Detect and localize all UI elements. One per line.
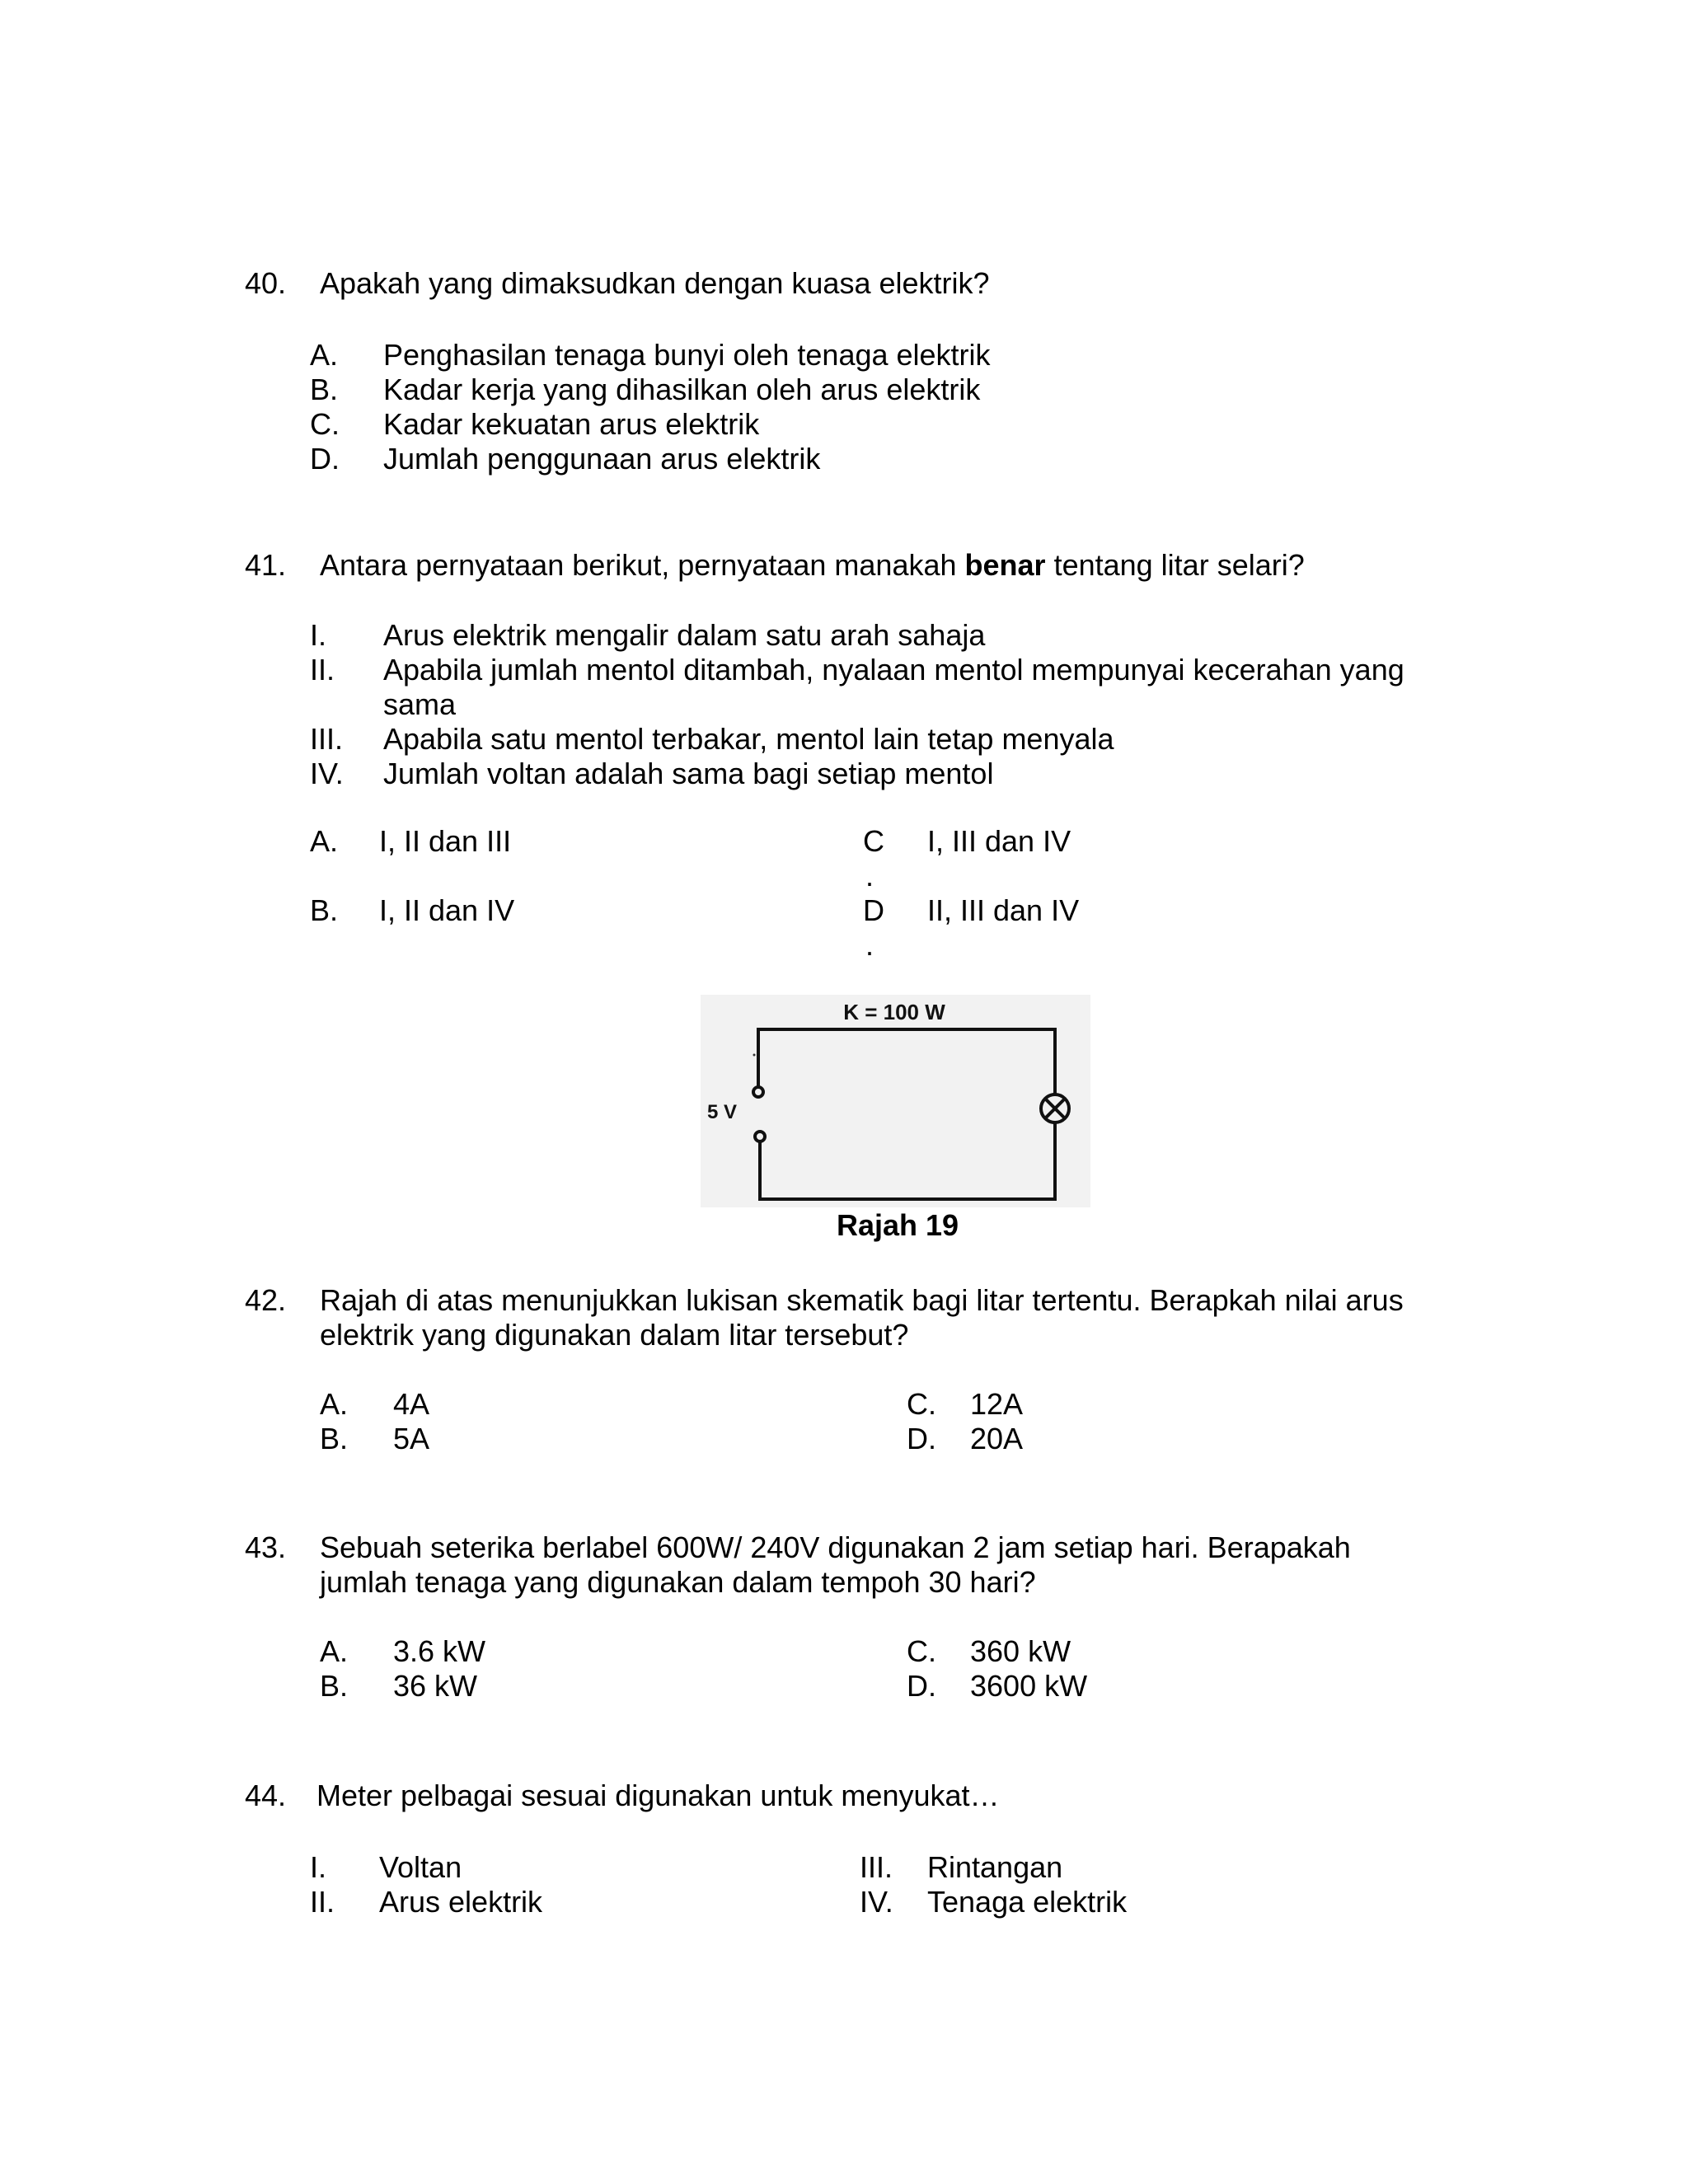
q40-question: Apakah yang dimaksudkan dengan kuasa elektrik?	[320, 266, 990, 300]
q41-statement-ii-text-cont: sama	[383, 687, 457, 721]
q43-number: 43.	[245, 1530, 287, 1564]
q43-option-a-text: 3.6 kW	[393, 1634, 486, 1668]
q44-statement-ii-text: Arus elektrik	[379, 1885, 543, 1919]
q41-statement-ii-roman: II.	[310, 653, 335, 687]
figure-caption: Rajah 19	[837, 1208, 959, 1242]
q42-option-a-text: 4A	[393, 1387, 430, 1421]
q42-option-c-letter: C.	[907, 1387, 936, 1421]
q43-option-d-text: 3600 kW	[970, 1669, 1088, 1703]
q44-number: 44.	[245, 1779, 287, 1812]
q41-statement-i-text: Arus elektrik mengalir dalam satu arah sahaja	[383, 618, 986, 652]
q44-statement-ii-roman: II.	[310, 1885, 335, 1919]
circuit-top-wire	[758, 1029, 1055, 1094]
q42-option-b-letter: B.	[320, 1422, 349, 1455]
q41-option-c-text: I, III dan IV	[927, 824, 1071, 858]
battery-terminal-bottom	[755, 1132, 765, 1141]
q43-option-b-letter: B.	[320, 1669, 349, 1703]
q41-statement-iii-text: Apabila satu mentol terbakar, mentol lain tetap menyala	[383, 722, 1114, 756]
voltage-label: 5 V	[707, 1101, 738, 1123]
q41-option-b-letter: B.	[310, 893, 339, 927]
battery-terminal-top	[753, 1087, 763, 1097]
q40-number: 40.	[245, 266, 287, 300]
q40-option-d-text: Jumlah penggunaan arus elektrik	[383, 442, 821, 476]
q41-option-d-dot: .	[865, 928, 874, 962]
q44-statement-iii-text: Rintangan	[927, 1850, 1063, 1884]
q44-statement-i-roman: I.	[310, 1850, 327, 1884]
q44-question: Meter pelbagai sesuai digunakan untuk menyukat…	[316, 1779, 1000, 1812]
q43-option-b-text: 36 kW	[393, 1669, 478, 1703]
q42-question-line1: Rajah di atas menunjukkan lukisan skematik bagi litar tertentu. Berapkah nilai arus	[320, 1283, 1404, 1317]
q41-option-a-text: I, II dan III	[379, 824, 512, 858]
q41-question-start: Antara pernyataan berikut, pernyataan manakah	[320, 548, 965, 582]
q43-option-a-letter: A.	[320, 1634, 349, 1668]
q44-statement-iii-roman: III.	[860, 1850, 893, 1884]
q41-statement-iv-text: Jumlah voltan adalah sama bagi setiap mentol	[383, 757, 994, 790]
q41-option-d-letter: D	[863, 893, 884, 927]
q41-statement-i-roman: I.	[310, 618, 327, 652]
q44-statement-iv-text: Tenaga elektrik	[927, 1885, 1128, 1919]
q42-option-c-text: 12A	[970, 1387, 1024, 1421]
q41-statement-ii-text: Apabila jumlah mentol ditambah, nyalaan mentol mempunyai kecerahan yang	[383, 653, 1404, 687]
q42-option-d-text: 20A	[970, 1422, 1024, 1455]
q42-question-line2: elektrik yang digunakan dalam litar tersebut?	[320, 1318, 909, 1352]
q40-option-a-text: Penghasilan tenaga bunyi oleh tenaga elektrik	[383, 338, 991, 372]
q42-number: 42.	[245, 1283, 287, 1317]
power-label: K = 100 W	[843, 1000, 945, 1024]
q40-option-c-text: Kadar kekuatan arus elektrik	[383, 407, 760, 441]
q41-option-b-text: I, II dan IV	[379, 893, 515, 927]
q44-statement-i-text: Voltan	[379, 1850, 462, 1884]
q41-option-c-dot: .	[865, 859, 874, 893]
q41-question-emphasis: benar	[964, 548, 1046, 582]
q42-option-a-letter: A.	[320, 1387, 349, 1421]
q41-question	[320, 548, 1305, 583]
q43-option-c-letter: C.	[907, 1634, 936, 1668]
q40-option-b-text: Kadar kerja yang dihasilkan oleh arus elektrik	[383, 373, 981, 406]
q41-option-c-letter: C	[863, 824, 884, 858]
q41-question-end: tentang litar selari?	[1045, 548, 1305, 582]
q43-question-line2: jumlah tenaga yang digunakan dalam tempoh 30 hari?	[320, 1565, 1036, 1599]
q41-option-a-letter: A.	[310, 824, 339, 858]
q40-option-c-letter: C.	[310, 407, 340, 441]
circuit-bottom-wire	[760, 1123, 1055, 1199]
q40-option-a-letter: A.	[310, 338, 339, 372]
q41-statement-iv-roman: IV.	[310, 757, 344, 790]
q41-number: 41.	[245, 548, 287, 582]
q40-option-d-letter: D.	[310, 442, 340, 476]
q43-option-d-letter: D.	[907, 1669, 936, 1703]
q44-statement-iv-roman: IV.	[860, 1885, 893, 1919]
q40-option-b-letter: B.	[310, 373, 339, 406]
q41-statement-iii-roman: III.	[310, 722, 344, 756]
circuit-diagram	[701, 995, 1090, 1207]
q42-option-b-text: 5A	[393, 1422, 430, 1455]
q42-option-d-letter: D.	[907, 1422, 936, 1455]
q41-option-d-text: II, III dan IV	[927, 893, 1080, 927]
q43-option-c-text: 360 kW	[970, 1634, 1071, 1668]
q43-question-line1: Sebuah seterika berlabel 600W/ 240V digunakan 2 jam setiap hari. Berapakah	[320, 1530, 1351, 1564]
